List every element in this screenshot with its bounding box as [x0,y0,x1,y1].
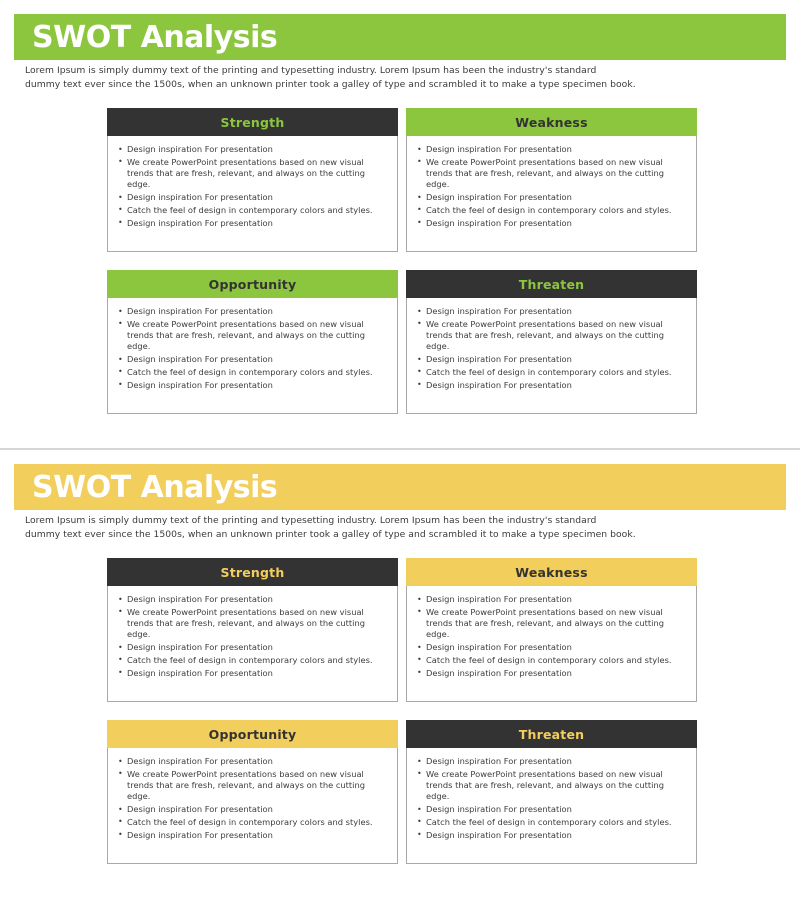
list-item: • Design inspiration For presentation [417,306,686,317]
list-item: • We create PowerPoint presentations based on new visual trends that are fresh, relevant, and always on the cutting edge. [417,157,686,191]
panel-title-bar [14,14,786,60]
list-item: • We create PowerPoint presentations based on new visual trends that are fresh, relevant, and always on the cutting edge. [417,607,686,641]
swot-quadrant-opportunity [107,270,398,414]
list-item: • Design inspiration For presentation [417,668,686,679]
quadrant-header-threaten [406,720,697,748]
quadrant-title: Strength [220,564,285,580]
swot-grid-row-top [107,108,697,252]
list-item: • Design inspiration For presentation [417,594,686,605]
description-line-2: dummy text ever since the 1500s, when an unknown printer took a galley of type and scrambled it to make a type specimen book. [25,78,636,90]
bullet-list [417,306,686,391]
swot-panel-yellow [0,449,800,900]
swot-quadrant-weakness [406,108,697,252]
swot-quadrant-opportunity [107,720,398,864]
list-item: • Catch the feel of design in contemporary colors and styles. [118,817,387,828]
quadrant-header-strength [107,558,398,586]
list-item: • We create PowerPoint presentations based on new visual trends that are fresh, relevant, and always on the cutting edge. [118,157,387,191]
panel-title-bar [14,464,786,510]
quadrant-title: Opportunity [208,726,297,742]
list-item: • Design inspiration For presentation [118,380,387,391]
bullet-list [417,756,686,841]
list-item: • Design inspiration For presentation [118,144,387,155]
description-line-2: dummy text ever since the 1500s, when an unknown printer took a galley of type and scrambled it to make a type specimen book. [25,528,636,540]
swot-quadrant-threaten [406,270,697,414]
list-item: • Design inspiration For presentation [118,594,387,605]
quadrant-title: Weakness [515,564,588,580]
quadrant-header-threaten [406,270,697,298]
quadrant-title: Threaten [518,726,585,742]
list-item: • Design inspiration For presentation [118,830,387,841]
quadrant-header-weakness [406,558,697,586]
list-item: • Design inspiration For presentation [417,756,686,767]
swot-quadrant-weakness [406,558,697,702]
list-item: • Catch the feel of design in contemporary colors and styles. [417,817,686,828]
quadrant-body-weakness [406,586,697,702]
quadrant-body-opportunity [107,298,398,414]
panel-description [25,514,725,541]
list-item: • We create PowerPoint presentations based on new visual trends that are fresh, relevant, and always on the cutting edge. [118,319,387,353]
swot-quadrant-strength [107,558,398,702]
list-item: • Design inspiration For presentation [417,380,686,391]
bullet-list [417,144,686,229]
list-item: • Design inspiration For presentation [118,668,387,679]
list-item: • Catch the feel of design in contemporary colors and styles. [417,205,686,216]
list-item: • Design inspiration For presentation [118,756,387,767]
list-item: • Design inspiration For presentation [417,642,686,653]
bullet-list [417,594,686,679]
quadrant-title: Weakness [515,114,588,130]
list-item: • Design inspiration For presentation [417,144,686,155]
list-item: • Catch the feel of design in contemporary colors and styles. [118,367,387,378]
quadrant-title: Strength [220,114,285,130]
list-item: • Design inspiration For presentation [118,306,387,317]
quadrant-body-threaten [406,748,697,864]
swot-grid [107,108,697,414]
swot-grid-row-bottom [107,720,697,864]
list-item: • Design inspiration For presentation [118,354,387,365]
list-item: • Design inspiration For presentation [118,804,387,815]
bullet-list [118,756,387,841]
bullet-list [118,306,387,391]
list-item: • We create PowerPoint presentations based on new visual trends that are fresh, relevant, and always on the cutting edge. [118,769,387,803]
swot-grid-row-bottom [107,270,697,414]
swot-quadrant-threaten [406,720,697,864]
list-item: • Design inspiration For presentation [417,192,686,203]
page-title: SWOT Analysis [32,19,278,55]
list-item: • Design inspiration For presentation [417,218,686,229]
quadrant-header-opportunity [107,720,398,748]
quadrant-body-strength [107,586,398,702]
page-title: SWOT Analysis [32,469,278,505]
list-item: • Design inspiration For presentation [118,642,387,653]
list-item: • Catch the feel of design in contemporary colors and styles. [417,655,686,666]
swot-panel-green [0,0,800,449]
quadrant-header-opportunity [107,270,398,298]
bullet-list [118,594,387,679]
quadrant-title: Threaten [518,276,585,292]
panel-description [25,64,725,91]
swot-grid [107,558,697,864]
quadrant-body-threaten [406,298,697,414]
swot-grid-row-top [107,558,697,702]
list-item: • We create PowerPoint presentations based on new visual trends that are fresh, relevant, and always on the cutting edge. [417,319,686,353]
list-item: • Design inspiration For presentation [118,192,387,203]
description-line-1: Lorem Ipsum is simply dummy text of the printing and typesetting industry. Lorem Ipsum has been the industry's standard [25,65,597,76]
bullet-list [118,144,387,229]
quadrant-header-weakness [406,108,697,136]
list-item: • Catch the feel of design in contemporary colors and styles. [118,205,387,216]
description-line-1: Lorem Ipsum is simply dummy text of the printing and typesetting industry. Lorem Ipsum has been the industry's standard [25,515,597,526]
list-item: • We create PowerPoint presentations based on new visual trends that are fresh, relevant, and always on the cutting edge. [417,769,686,803]
quadrant-title: Opportunity [208,276,297,292]
quadrant-body-strength [107,136,398,252]
quadrant-header-strength [107,108,398,136]
list-item: • Design inspiration For presentation [417,354,686,365]
list-item: • Catch the feel of design in contemporary colors and styles. [417,367,686,378]
list-item: • Design inspiration For presentation [417,830,686,841]
list-item: • Design inspiration For presentation [118,218,387,229]
swot-quadrant-strength [107,108,398,252]
quadrant-body-opportunity [107,748,398,864]
list-item: • Catch the feel of design in contemporary colors and styles. [118,655,387,666]
list-item: • Design inspiration For presentation [417,804,686,815]
quadrant-body-weakness [406,136,697,252]
list-item: • We create PowerPoint presentations based on new visual trends that are fresh, relevant, and always on the cutting edge. [118,607,387,641]
